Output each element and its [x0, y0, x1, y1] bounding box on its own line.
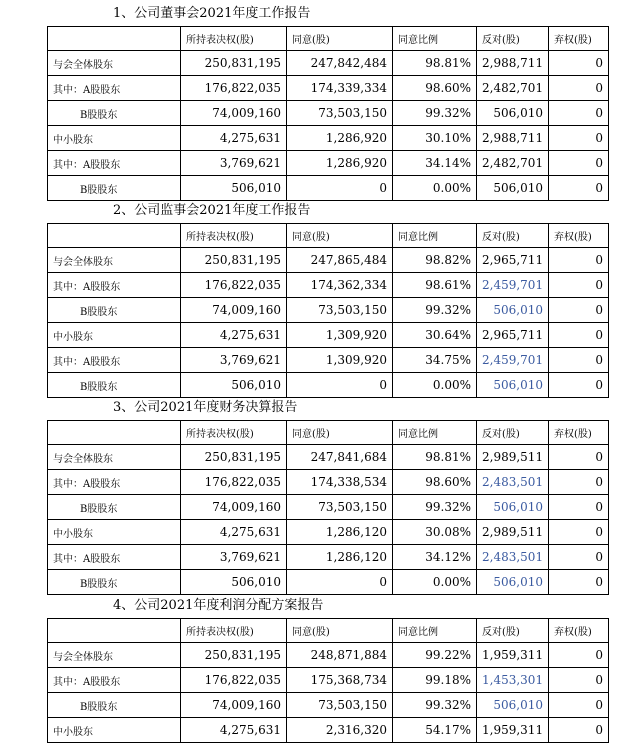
held-votes-cell: 506,010	[181, 176, 287, 201]
row-label: B股股东	[48, 570, 181, 595]
table-row	[48, 76, 609, 101]
for-cell: 2,316,320	[287, 718, 393, 743]
abstain-cell: 0	[549, 76, 609, 101]
for-ratio-cell: 54.17%	[393, 718, 477, 743]
header-against: 反对(股)	[477, 27, 549, 51]
for-cell: 1,286,920	[287, 126, 393, 151]
section-2	[47, 199, 609, 398]
for-cell: 1,286,120	[287, 520, 393, 545]
table-row	[48, 643, 609, 668]
held-votes-cell: 176,822,035	[181, 470, 287, 495]
against-cell: 2,989,511	[477, 520, 549, 545]
held-votes-cell: 74,009,160	[181, 101, 287, 126]
abstain-cell: 0	[549, 151, 609, 176]
held-votes-cell: 4,275,631	[181, 126, 287, 151]
for-ratio-cell: 34.75%	[393, 348, 477, 373]
for-ratio-cell: 98.60%	[393, 470, 477, 495]
vote-table	[47, 26, 609, 201]
against-cell: 506,010	[477, 495, 549, 520]
header-abstain: 弃权(股)	[549, 224, 609, 248]
header-against: 反对(股)	[477, 224, 549, 248]
row-label: 与会全体股东	[48, 248, 181, 273]
for-ratio-cell: 30.08%	[393, 520, 477, 545]
for-ratio-cell: 30.64%	[393, 323, 477, 348]
table-row	[48, 495, 609, 520]
header-for: 同意(股)	[287, 619, 393, 643]
for-ratio-cell: 99.32%	[393, 495, 477, 520]
held-votes-cell: 506,010	[181, 373, 287, 398]
row-label: 其中：A股股东	[48, 470, 181, 495]
for-ratio-cell: 0.00%	[393, 373, 477, 398]
for-cell: 247,841,684	[287, 445, 393, 470]
against-cell: 1,453,301	[477, 668, 549, 693]
for-cell: 247,865,484	[287, 248, 393, 273]
header-held-votes: 所持表决权(股)	[181, 224, 287, 248]
for-ratio-cell: 98.60%	[393, 76, 477, 101]
abstain-cell: 0	[549, 51, 609, 76]
held-votes-cell: 176,822,035	[181, 76, 287, 101]
section-title: 1、公司董事会2021年度工作报告	[113, 6, 311, 21]
vote-table	[47, 618, 609, 743]
held-votes-cell: 4,275,631	[181, 323, 287, 348]
table-row	[48, 51, 609, 76]
header-held-votes: 所持表决权(股)	[181, 27, 287, 51]
abstain-cell: 0	[549, 373, 609, 398]
table-row	[48, 101, 609, 126]
abstain-cell: 0	[549, 520, 609, 545]
row-label: 与会全体股东	[48, 51, 181, 76]
section-1	[47, 2, 609, 201]
against-cell: 2,965,711	[477, 248, 549, 273]
held-votes-cell: 176,822,035	[181, 273, 287, 298]
row-label: B股股东	[48, 495, 181, 520]
abstain-cell: 0	[549, 126, 609, 151]
abstain-cell: 0	[549, 718, 609, 743]
for-ratio-cell: 98.81%	[393, 51, 477, 76]
held-votes-cell: 74,009,160	[181, 495, 287, 520]
header-for: 同意(股)	[287, 421, 393, 445]
for-ratio-cell: 99.18%	[393, 668, 477, 693]
against-cell: 2,483,501	[477, 470, 549, 495]
vote-table	[47, 420, 609, 595]
section-title: 3、公司2021年度财务决算报告	[113, 400, 298, 415]
for-ratio-cell: 99.22%	[393, 643, 477, 668]
against-cell: 506,010	[477, 570, 549, 595]
held-votes-cell: 3,769,621	[181, 348, 287, 373]
header-for: 同意(股)	[287, 27, 393, 51]
header-for-ratio: 同意比例	[393, 27, 477, 51]
held-votes-cell: 3,769,621	[181, 151, 287, 176]
held-votes-cell: 506,010	[181, 570, 287, 595]
table-row	[48, 718, 609, 743]
table-row	[48, 273, 609, 298]
for-cell: 1,309,920	[287, 323, 393, 348]
header-for-ratio: 同意比例	[393, 619, 477, 643]
for-cell: 0	[287, 373, 393, 398]
row-label: 其中：A股股东	[48, 348, 181, 373]
for-cell: 174,339,334	[287, 76, 393, 101]
section-3	[47, 396, 609, 595]
for-cell: 174,338,534	[287, 470, 393, 495]
held-votes-cell: 176,822,035	[181, 668, 287, 693]
table-row	[48, 545, 609, 570]
abstain-cell: 0	[549, 668, 609, 693]
header-cell-label	[48, 27, 181, 51]
table-row	[48, 151, 609, 176]
table-row	[48, 470, 609, 495]
row-label: 其中：A股股东	[48, 151, 181, 176]
for-ratio-cell: 30.10%	[393, 126, 477, 151]
for-ratio-cell: 99.32%	[393, 298, 477, 323]
for-ratio-cell: 98.81%	[393, 445, 477, 470]
against-cell: 506,010	[477, 373, 549, 398]
against-cell: 506,010	[477, 298, 549, 323]
held-votes-cell: 4,275,631	[181, 718, 287, 743]
row-label: B股股东	[48, 101, 181, 126]
abstain-cell: 0	[549, 495, 609, 520]
held-votes-cell: 250,831,195	[181, 248, 287, 273]
table-row	[48, 248, 609, 273]
abstain-cell: 0	[549, 176, 609, 201]
against-cell: 2,459,701	[477, 273, 549, 298]
header-abstain: 弃权(股)	[549, 619, 609, 643]
against-cell: 506,010	[477, 693, 549, 718]
table-row	[48, 298, 609, 323]
table-row	[48, 445, 609, 470]
for-cell: 0	[287, 570, 393, 595]
for-ratio-cell: 99.32%	[393, 101, 477, 126]
against-cell: 1,959,311	[477, 718, 549, 743]
held-votes-cell: 74,009,160	[181, 693, 287, 718]
for-ratio-cell: 99.32%	[393, 693, 477, 718]
held-votes-cell: 4,275,631	[181, 520, 287, 545]
against-cell: 2,482,701	[477, 76, 549, 101]
header-against: 反对(股)	[477, 619, 549, 643]
row-label: B股股东	[48, 176, 181, 201]
against-cell: 2,965,711	[477, 323, 549, 348]
against-cell: 506,010	[477, 101, 549, 126]
for-cell: 73,503,150	[287, 298, 393, 323]
header-cell-label	[48, 421, 181, 445]
held-votes-cell: 74,009,160	[181, 298, 287, 323]
abstain-cell: 0	[549, 248, 609, 273]
header-cell-label	[48, 224, 181, 248]
table-row	[48, 323, 609, 348]
header-row	[48, 421, 609, 445]
abstain-cell: 0	[549, 693, 609, 718]
for-cell: 73,503,150	[287, 693, 393, 718]
table-row	[48, 693, 609, 718]
section-title: 4、公司2021年度利润分配方案报告	[113, 598, 324, 613]
row-label: 中小股东	[48, 520, 181, 545]
abstain-cell: 0	[549, 570, 609, 595]
table-row	[48, 348, 609, 373]
header-row	[48, 619, 609, 643]
table-row	[48, 570, 609, 595]
table-row	[48, 668, 609, 693]
section-4	[47, 594, 609, 743]
against-cell: 2,459,701	[477, 348, 549, 373]
row-label: 与会全体股东	[48, 643, 181, 668]
header-against: 反对(股)	[477, 421, 549, 445]
abstain-cell: 0	[549, 643, 609, 668]
header-for-ratio: 同意比例	[393, 224, 477, 248]
header-cell-label	[48, 619, 181, 643]
for-ratio-cell: 0.00%	[393, 570, 477, 595]
header-for-ratio: 同意比例	[393, 421, 477, 445]
row-label: 中小股东	[48, 126, 181, 151]
row-label: 其中：A股股东	[48, 668, 181, 693]
row-label: B股股东	[48, 693, 181, 718]
header-held-votes: 所持表决权(股)	[181, 619, 287, 643]
against-cell: 506,010	[477, 176, 549, 201]
against-cell: 2,482,701	[477, 151, 549, 176]
row-label: 其中：A股股东	[48, 76, 181, 101]
for-cell: 248,871,884	[287, 643, 393, 668]
abstain-cell: 0	[549, 323, 609, 348]
row-label: B股股东	[48, 298, 181, 323]
abstain-cell: 0	[549, 470, 609, 495]
held-votes-cell: 250,831,195	[181, 643, 287, 668]
abstain-cell: 0	[549, 101, 609, 126]
table-row	[48, 373, 609, 398]
header-row	[48, 224, 609, 248]
for-cell: 1,309,920	[287, 348, 393, 373]
row-label: 中小股东	[48, 718, 181, 743]
header-for: 同意(股)	[287, 224, 393, 248]
section-title: 2、公司监事会2021年度工作报告	[113, 203, 311, 218]
abstain-cell: 0	[549, 445, 609, 470]
header-row	[48, 27, 609, 51]
row-label: 其中：A股股东	[48, 273, 181, 298]
held-votes-cell: 250,831,195	[181, 51, 287, 76]
against-cell: 2,988,711	[477, 126, 549, 151]
for-cell: 1,286,920	[287, 151, 393, 176]
for-ratio-cell: 34.14%	[393, 151, 477, 176]
abstain-cell: 0	[549, 273, 609, 298]
for-cell: 174,362,334	[287, 273, 393, 298]
for-cell: 73,503,150	[287, 101, 393, 126]
table-row	[48, 126, 609, 151]
for-cell: 1,286,120	[287, 545, 393, 570]
table-row	[48, 176, 609, 201]
abstain-cell: 0	[549, 545, 609, 570]
header-held-votes: 所持表决权(股)	[181, 421, 287, 445]
row-label: 与会全体股东	[48, 445, 181, 470]
held-votes-cell: 3,769,621	[181, 545, 287, 570]
against-cell: 2,989,511	[477, 445, 549, 470]
vote-table	[47, 223, 609, 398]
for-ratio-cell: 98.61%	[393, 273, 477, 298]
row-label: 其中：A股股东	[48, 545, 181, 570]
header-abstain: 弃权(股)	[549, 27, 609, 51]
for-ratio-cell: 34.12%	[393, 545, 477, 570]
header-abstain: 弃权(股)	[549, 421, 609, 445]
for-ratio-cell: 98.82%	[393, 248, 477, 273]
row-label: 中小股东	[48, 323, 181, 348]
for-ratio-cell: 0.00%	[393, 176, 477, 201]
row-label: B股股东	[48, 373, 181, 398]
table-row	[48, 520, 609, 545]
against-cell: 2,483,501	[477, 545, 549, 570]
for-cell: 73,503,150	[287, 495, 393, 520]
abstain-cell: 0	[549, 298, 609, 323]
against-cell: 1,959,311	[477, 643, 549, 668]
for-cell: 175,368,734	[287, 668, 393, 693]
abstain-cell: 0	[549, 348, 609, 373]
held-votes-cell: 250,831,195	[181, 445, 287, 470]
for-cell: 247,842,484	[287, 51, 393, 76]
against-cell: 2,988,711	[477, 51, 549, 76]
for-cell: 0	[287, 176, 393, 201]
